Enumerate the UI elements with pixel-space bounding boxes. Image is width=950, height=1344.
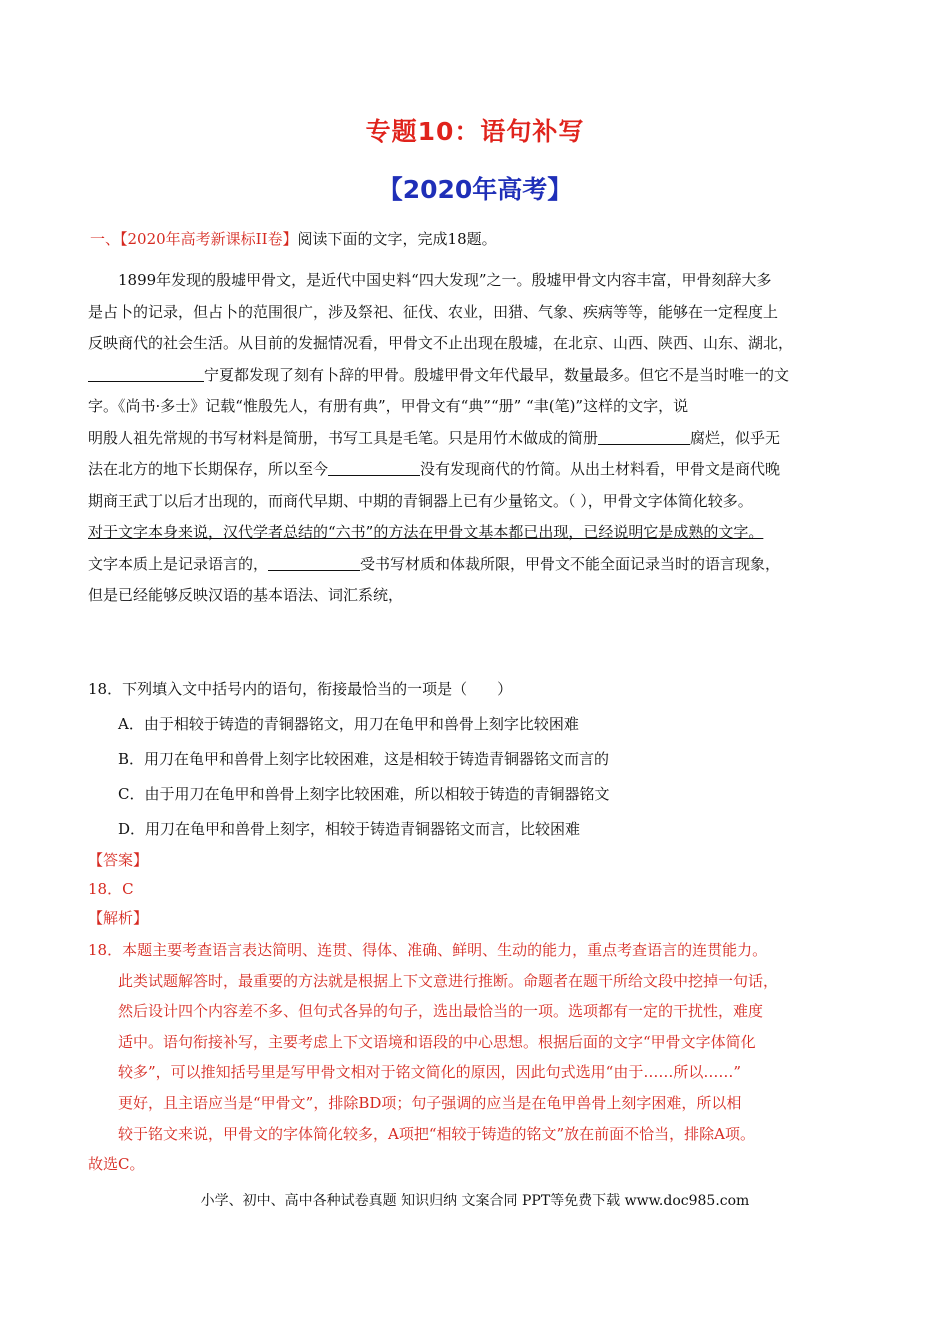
question-instruction: 阅读下面的文字，完成18题。 xyxy=(297,230,497,248)
analysis-line: 故选C。 xyxy=(88,1155,145,1174)
option-c: C．由于用刀在龟甲和兽骨上刻字比较困难，所以相较于铸造的青铜器铭文 xyxy=(118,785,610,803)
question-block xyxy=(88,672,860,847)
question-stem: 18．下列填入文中括号内的语句，衔接最恰当的一项是（ ） xyxy=(88,680,513,698)
analysis-line: 较多”，可以推知括号里是写甲骨文相对于铭文简化的原因，因此句式选用“由于……所以……” xyxy=(118,1063,742,1082)
answer-label: 【答案】 xyxy=(88,851,149,869)
fill-blank xyxy=(328,460,420,476)
fill-blank xyxy=(88,366,204,382)
page-title: 专题10：语句补写 xyxy=(365,117,585,146)
analysis-line: 18．本题主要考查语言表达简明、连贯、得体、准确、鲜明、生动的能力，重点考查语言的连贯能力。 xyxy=(88,941,768,959)
passage-line: 反映商代的社会生活。从目前的发掘情况看，甲骨文不止出现在殷墟，在北京、山西、陕西、山东、湖北， xyxy=(88,334,794,352)
question-header xyxy=(90,228,497,249)
passage-line: 明殷人祖先常规的书写材料是简册，书写工具是毛笔。只是用竹木做成的简册 腐烂，似乎无 xyxy=(88,428,781,447)
passage-line: 但是已经能够反映汉语的基本语法、词汇系统， xyxy=(88,586,404,604)
analysis-line: 较于铭文来说，甲骨文的字体简化较多，A项把“相较于铸造的铭文”放在前面不恰当，排除A项。 xyxy=(118,1124,756,1143)
analysis-line: 适中。语句衔接补写，主要考虑上下文语境和语段的中心思想。根据后面的文字“甲骨文字体简化 xyxy=(118,1032,756,1051)
option-a: A．由于相较于铸造的青铜器铭文，用刀在龟甲和兽骨上刻字比较困难 xyxy=(118,715,579,733)
passage-line: 1899年发现的殷墟甲骨文，是近代中国史料“四大发现”之一。殷墟甲骨文内容丰富，甲骨刻辞大多 xyxy=(118,271,772,289)
analysis-line: 然后设计四个内容差不多、但句式各异的句子，选出最恰当的一项。选项都有一定的干扰性，难度 xyxy=(118,1002,764,1021)
fill-blank xyxy=(268,555,360,571)
fill-blank xyxy=(598,429,690,445)
analysis-line: 更好，且主语应当是“甲骨文”，排除BD项；句子强调的应当是在龟甲兽骨上刻字困难，所以相 xyxy=(118,1093,742,1112)
answer-value: 18．C xyxy=(88,880,134,898)
reading-passage xyxy=(88,265,860,612)
question-source: 一、【2020年高考新课标II卷】 xyxy=(90,230,298,248)
page-footer: 小学、初中、高中各种试卷真题 知识归纳 文案合同 PPT等免费下载 www.doc985.com xyxy=(200,1193,750,1209)
option-d: D．用刀在龟甲和兽骨上刻字，相较于铸造青铜器铭文而言，比较困难 xyxy=(118,820,581,838)
answer-block xyxy=(88,846,148,933)
analysis-line: 此类试题解答时，最重要的方法就是根据上下文意进行推断。命题者在题干所给文段中挖掉一句话， xyxy=(118,971,779,990)
option-b: B．用刀在龟甲和兽骨上刻字比较困难，这是相较于铸造青铜器铭文而言的 xyxy=(118,750,610,768)
analysis-block xyxy=(88,935,890,1180)
passage-line: 文字本质上是记录语言的， 受书写材质和体裁所限，甲骨文不能全面记录当时的语言现象， xyxy=(88,554,781,573)
analysis-label: 【解析】 xyxy=(88,909,149,927)
passage-line: 字。《尚书·多士》记载“惟殷先人，有册有典”，甲骨文有“典”“册” “聿(笔)”这样的文字，说 xyxy=(88,397,689,415)
passage-line: 宁夏都发现了刻有卜辞的甲骨。殷墟甲骨文年代最早，数量最多。但它不是当时唯一的文 xyxy=(88,360,860,392)
passage-line-underlined: 对于文字本身来说，汉代学者总结的“六书”的方法在甲骨文基本都已出现，已经说明它是成熟的文字。 xyxy=(88,523,764,541)
page-subtitle: 【2020年高考】 xyxy=(377,175,573,204)
passage-line: 期商王武丁以后才出现的，而商代早期、中期的青铜器上已有少量铭文。（ ），甲骨文字体简化较多。 xyxy=(88,491,753,510)
passage-line: 是占卜的记录，但占卜的范围很广，涉及祭祀、征伐、农业，田猎、气象、疾病等等，能够在一定程度上 xyxy=(88,302,779,321)
passage-line: 法在北方的地下长期保存，所以至今 没有发现商代的竹简。从出土材料看，甲骨文是商代晚 xyxy=(88,460,781,478)
